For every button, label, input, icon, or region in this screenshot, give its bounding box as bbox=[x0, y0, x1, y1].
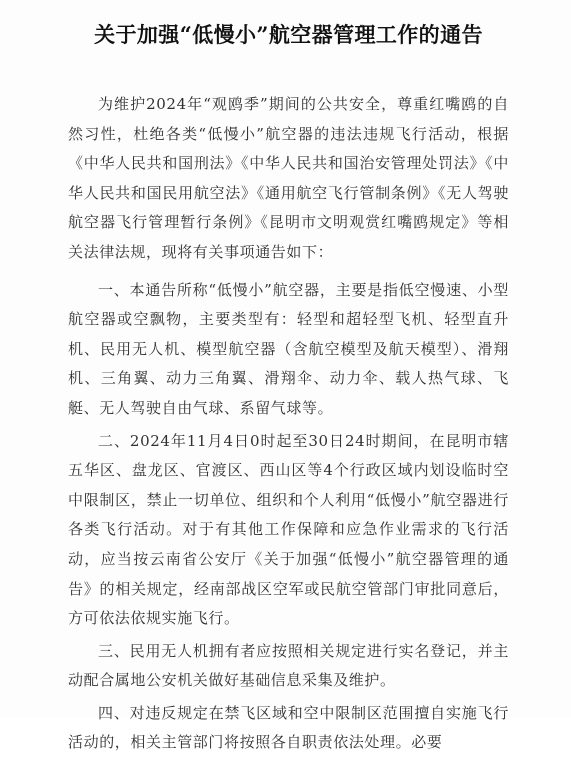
clause-4-paragraph: 四、对违反规定在禁飞区域和空中限制区范围擅自实施飞行活动的，相关主管部门将按照各自职责依法处理。必要 bbox=[68, 703, 509, 752]
clause-3-paragraph: 三、民用无人机拥有者应按照相关规定进行实名登记，并主动配合属地公安机关做好基础信息采集及维护。 bbox=[68, 641, 509, 690]
clause-2-paragraph: 二、2024年11月4日0时起至30日24时期间，在昆明市辖五华区、盘龙区、官渡区、西山区等4个行政区域内划设临时空中限制区，禁止一切单位、组织和个人利用“低慢小”航空器进行各类飞行活动。对于有其他工作保障和应急作业需求的飞行活动，应当按云南省公安厅《关于加强“低慢小”航空器管理的通告》的相关规定，经南部战区空军或民航空管部门审批同意后，方可依法依规实施飞行。 bbox=[68, 431, 509, 628]
intro-paragraph: 为维护2024年“观鸥季”期间的公共安全，尊重红嘴鸥的自然习性，杜绝各类“低慢小”航空器的违法违规飞行活动，根据《中华人民共和国刑法》《中华人民共和国治安管理处罚法》《中华人民共和国民用航空法》《通用航空飞行管制条例》《无人驾驶航空器飞行管理暂行条例》《昆明市文明观赏红嘴鸥规定》等相关法律法规，现将有关事项通告如下： bbox=[68, 95, 509, 261]
document-title: 关于加强“低慢小”航空器管理工作的通告 bbox=[94, 22, 483, 47]
clause-1-paragraph: 一、本通告所称“低慢小”航空器，主要是指低空慢速、小型航空器或空飘物，主要类型有：轻型和超轻型飞机、轻型直升机、民用无人机、模型航空器（含航空模型及航天模型）、滑翔机、三角翼、动力三角翼、滑翔伞、动力伞、载人热气球、飞艇、无人驾驶自由气球、系留气球等。 bbox=[68, 280, 509, 417]
